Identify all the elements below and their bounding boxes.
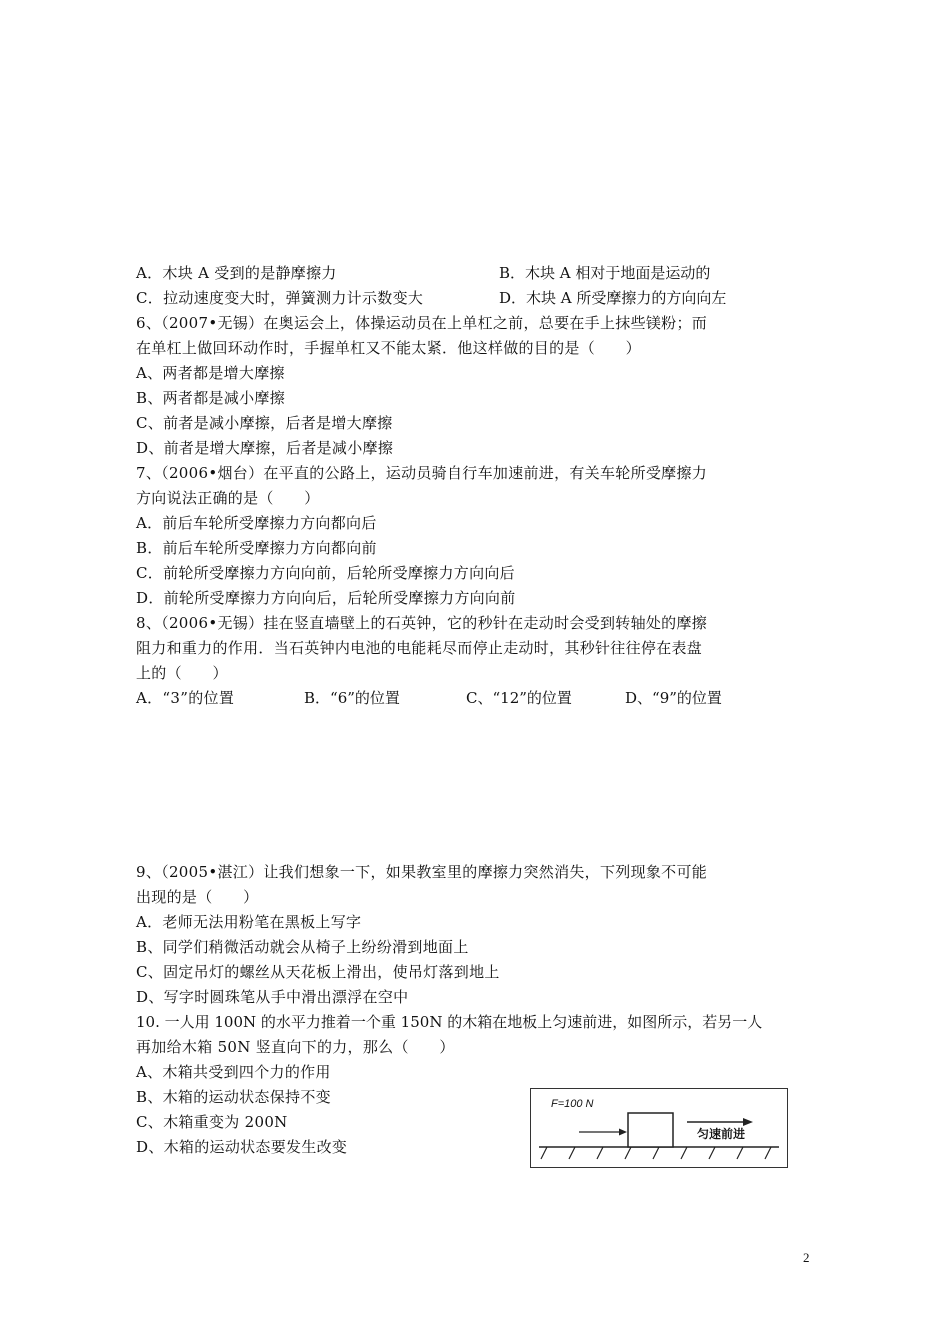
q9-stem-line-2: 出现的是（ ） (136, 888, 259, 906)
q9-option-b: B、同学们稍微活动就会从椅子上纷纷滑到地面上 (136, 938, 469, 956)
q7-stem-line-2: 方向说法正确的是（ ） (136, 489, 320, 507)
q8-stem-line-2: 阻力和重力的作用．当石英钟内电池的电能耗尽而停止走动时，其秒针往往停在表盘 (136, 639, 703, 657)
q6-stem-line-2: 在单杠上做回环动作时，手握单杠又不能太紧．他这样做的目的是（ ） (136, 339, 641, 357)
q6-option-d: D、前者是增大摩擦，后者是减小摩擦 (136, 439, 394, 457)
q6-option-a: A、两者都是增大摩擦 (136, 364, 285, 382)
q8-stem-line-3: 上的（ ） (136, 664, 228, 682)
q9-option-d: D、写字时圆珠笔从手中滑出漂浮在空中 (136, 988, 409, 1006)
force-label: F=100 N (551, 1098, 594, 1110)
q8-stem-line-1: 8、（2006•无锡）挂在竖直墙壁上的石英钟，它的秒针在走动时会受到转轴处的摩擦 (136, 614, 708, 632)
q5-option-c: C．拉动速度变大时，弹簧测力计示数变大 (136, 289, 424, 307)
q10-option-c: C、木箱重变为 200N (136, 1113, 288, 1131)
q6-option-c: C、前者是减小摩擦，后者是增大摩擦 (136, 414, 393, 432)
page-number: 2 (803, 1250, 810, 1265)
q9-option-c: C、固定吊灯的螺丝从天花板上滑出，使吊灯落到地上 (136, 963, 500, 981)
q10-stem-line-2: 再加给木箱 50N 竖直向下的力，那么（ ） (136, 1038, 455, 1056)
q8-option-c: C、“12”的位置 (466, 689, 572, 707)
q9-stem-line-1: 9、（2005•湛江）让我们想象一下，如果教室里的摩擦力突然消失，下列现象不可能 (136, 863, 708, 881)
motion-arrow-head (743, 1118, 753, 1126)
q8-option-d: D、“9”的位置 (625, 689, 722, 707)
q7-stem-line-1: 7、（2006•烟台）在平直的公路上，运动员骑自行车加速前进，有关车轮所受摩擦力 (136, 464, 708, 482)
q7-option-d: D．前轮所受摩擦力方向向后，后轮所受摩擦力方向向前 (136, 589, 516, 607)
q7-option-a: A．前后车轮所受摩擦力方向都向后 (136, 514, 377, 532)
q5-option-a: A．木块 A 受到的是静摩擦力 (136, 264, 337, 282)
q10-option-a: A、木箱共受到四个力的作用 (136, 1063, 331, 1081)
q10-option-d: D、木箱的运动状态要发生改变 (136, 1138, 348, 1156)
q8-option-b: B．“6”的位置 (304, 689, 400, 707)
q7-option-b: B．前后车轮所受摩擦力方向都向前 (136, 539, 377, 557)
force-arrow-head (619, 1129, 627, 1136)
q5-option-d: D．木块 A 所受摩擦力的方向向左 (499, 289, 727, 307)
wooden-box (628, 1113, 673, 1147)
q7-option-c: C．前轮所受摩擦力方向向前，后轮所受摩擦力方向向后 (136, 564, 515, 582)
motion-label: 匀速前进 (697, 1127, 746, 1141)
q5-option-b: B．木块 A 相对于地面是运动的 (499, 264, 711, 282)
floor-hatching (541, 1147, 771, 1159)
q10-figure (530, 1088, 788, 1168)
q10-option-b: B、木箱的运动状态保持不变 (136, 1088, 331, 1106)
q6-stem-line-1: 6、（2007•无锡）在奥运会上，体操运动员在上单杠之前，总要在手上抹些镁粉；而 (136, 314, 708, 332)
q10-stem-line-1: 10. 一人用 100N 的水平力推着一个重 150N 的木箱在地板上匀速前进，如图所示，若另一人 (136, 1013, 763, 1031)
q6-option-b: B、两者都是减小摩擦 (136, 389, 286, 407)
q8-option-a: A．“3”的位置 (136, 689, 235, 707)
q9-option-a: A．老师无法用粉笔在黑板上写字 (136, 913, 362, 931)
